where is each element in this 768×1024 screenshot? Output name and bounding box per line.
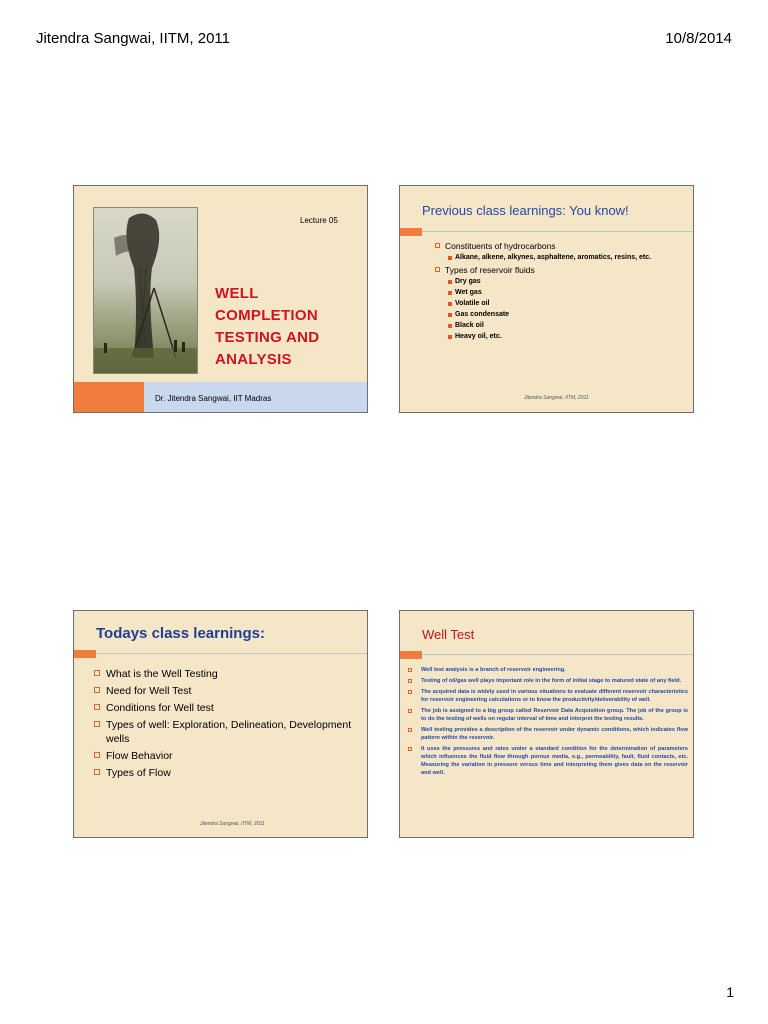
- list-item-text: Heavy oil, etc.: [455, 333, 502, 340]
- list-item-text: Black oil: [455, 322, 484, 329]
- list-item: [448, 322, 685, 329]
- list-item-text: Alkane, alkene, alkynes, asphaltene, aromatics, resins, etc.: [455, 254, 652, 261]
- footer-accent-orange: [74, 382, 144, 412]
- list-item: [435, 265, 685, 275]
- bullet-list: [94, 667, 354, 783]
- list-item-text: Gas condensate: [455, 311, 510, 318]
- bullet-square-icon: [448, 280, 452, 284]
- list-item: [94, 684, 354, 698]
- bullet-box-icon: [94, 687, 100, 693]
- list-item: [448, 254, 685, 261]
- list-item-text: What is the Well Testing: [106, 668, 218, 680]
- bullet-list: [435, 241, 685, 344]
- bullet-list: [408, 666, 688, 780]
- list-item-text: It uses the pressures and rates under a standard condition for the determination of parameters which influences the fluid flow through porous media, e.g., permeability, fault, fluid contacts, etc. Measuring the variation in pressure versus time and interpreting them gives data on the reservoir and well.: [421, 746, 688, 776]
- bullet-box-icon: [408, 679, 412, 683]
- list-item: [448, 311, 685, 318]
- bullet-square-icon: [448, 335, 452, 339]
- bullet-box-icon: [94, 721, 100, 727]
- list-item-text: Conditions for Well test: [106, 702, 214, 714]
- list-item: [448, 333, 685, 340]
- bullet-square-icon: [448, 313, 452, 317]
- list-item-text: Types of well: Exploration, Delineation, Development wells: [106, 719, 352, 745]
- list-item: [94, 749, 354, 763]
- list-item: [448, 278, 685, 285]
- list-item: [408, 745, 688, 777]
- list-item-text: Need for Well Test: [106, 685, 192, 697]
- bullet-square-icon: [448, 291, 452, 295]
- list-item-text: Well test analysis is a branch of reservoir engineering.: [421, 667, 566, 673]
- page-number: 1: [726, 984, 734, 1000]
- bullet-box-icon: [94, 704, 100, 710]
- bullet-square-icon: [448, 302, 452, 306]
- list-item: [94, 766, 354, 780]
- slide-title: [73, 185, 368, 413]
- slide-todays-learnings: [73, 610, 368, 838]
- bullet-box-icon: [408, 668, 412, 672]
- list-item-text: Constituents of hydrocarbons: [445, 241, 556, 251]
- heading-rule: [422, 654, 693, 655]
- list-item: [448, 300, 685, 307]
- handout-header-left: Jitendra Sangwai, IITM, 2011: [36, 30, 230, 47]
- list-item: [408, 726, 688, 742]
- bullet-box-icon: [408, 747, 412, 751]
- list-item-text: Types of Flow: [106, 767, 171, 779]
- slide-number-tab: [400, 228, 422, 236]
- slide-heading: Well Test: [422, 627, 475, 642]
- bullet-square-icon: [448, 324, 452, 328]
- list-item-text: Well testing provides a description of the reservoir under dynamic conditions, which indicates flow pattern within the reservoir.: [421, 727, 688, 741]
- bullet-box-icon: [435, 267, 440, 272]
- handout-header-date: 10/8/2014: [665, 30, 732, 47]
- slide-number-tab: [74, 650, 96, 658]
- list-item-text: Wet gas: [455, 289, 482, 296]
- author-name: Dr. Jitendra Sangwai, IIT Madras: [155, 394, 272, 403]
- bullet-box-icon: [408, 709, 412, 713]
- list-item-text: Types of reservoir fluids: [445, 265, 535, 275]
- list-item: [435, 241, 685, 251]
- list-item-text: The acquired data is widely used in various situations to evaluate different reservoir characteristics for reservoir engineering calculations or to know the productivity/deliverability of well.: [421, 689, 688, 703]
- list-item-text: Testing of oil/gas well plays important role in the form of initial stage to matured state of any field.: [421, 678, 682, 684]
- slide-previous-learnings: [399, 185, 694, 413]
- slide-footer: Jitendra Sangwai, IITM, 2011: [200, 821, 265, 827]
- list-item: [408, 707, 688, 723]
- bullet-square-icon: [448, 256, 452, 260]
- list-item: [408, 666, 688, 674]
- list-item-text: Dry gas: [455, 278, 481, 285]
- list-item: [448, 289, 685, 296]
- oil-gusher-photo: [93, 207, 198, 374]
- list-item: [408, 677, 688, 685]
- slide-number-tab: [400, 651, 422, 659]
- bullet-box-icon: [408, 690, 412, 694]
- heading-rule: [96, 653, 367, 654]
- lecture-number: Lecture 05: [300, 216, 338, 225]
- slide-heading: Previous class learnings: You know!: [422, 203, 629, 218]
- slide-title-text: WELL COMPLETION TESTING AND ANALYSIS: [215, 285, 320, 368]
- list-item: [94, 701, 354, 715]
- list-item-text: Flow Behavior: [106, 750, 173, 762]
- list-item-text: Volatile oil: [455, 300, 490, 307]
- bullet-box-icon: [94, 752, 100, 758]
- slide-well-test: [399, 610, 694, 838]
- list-item: [94, 667, 354, 681]
- heading-rule: [422, 231, 693, 232]
- list-item: [408, 688, 688, 704]
- list-item-text: The job is assigned to a big group called Reservoir Data Acquisition group. The job of the group is to do the testing of wells on regular interval of time and interpret the testing results.: [421, 708, 688, 722]
- bullet-box-icon: [94, 769, 100, 775]
- slide-heading: Todays class learnings:: [96, 625, 265, 642]
- list-item: [94, 718, 354, 746]
- bullet-box-icon: [94, 670, 100, 676]
- slide-footer: Jitendra Sangwai, IITM, 2011: [524, 395, 589, 401]
- bullet-box-icon: [435, 243, 440, 248]
- bullet-box-icon: [408, 728, 412, 732]
